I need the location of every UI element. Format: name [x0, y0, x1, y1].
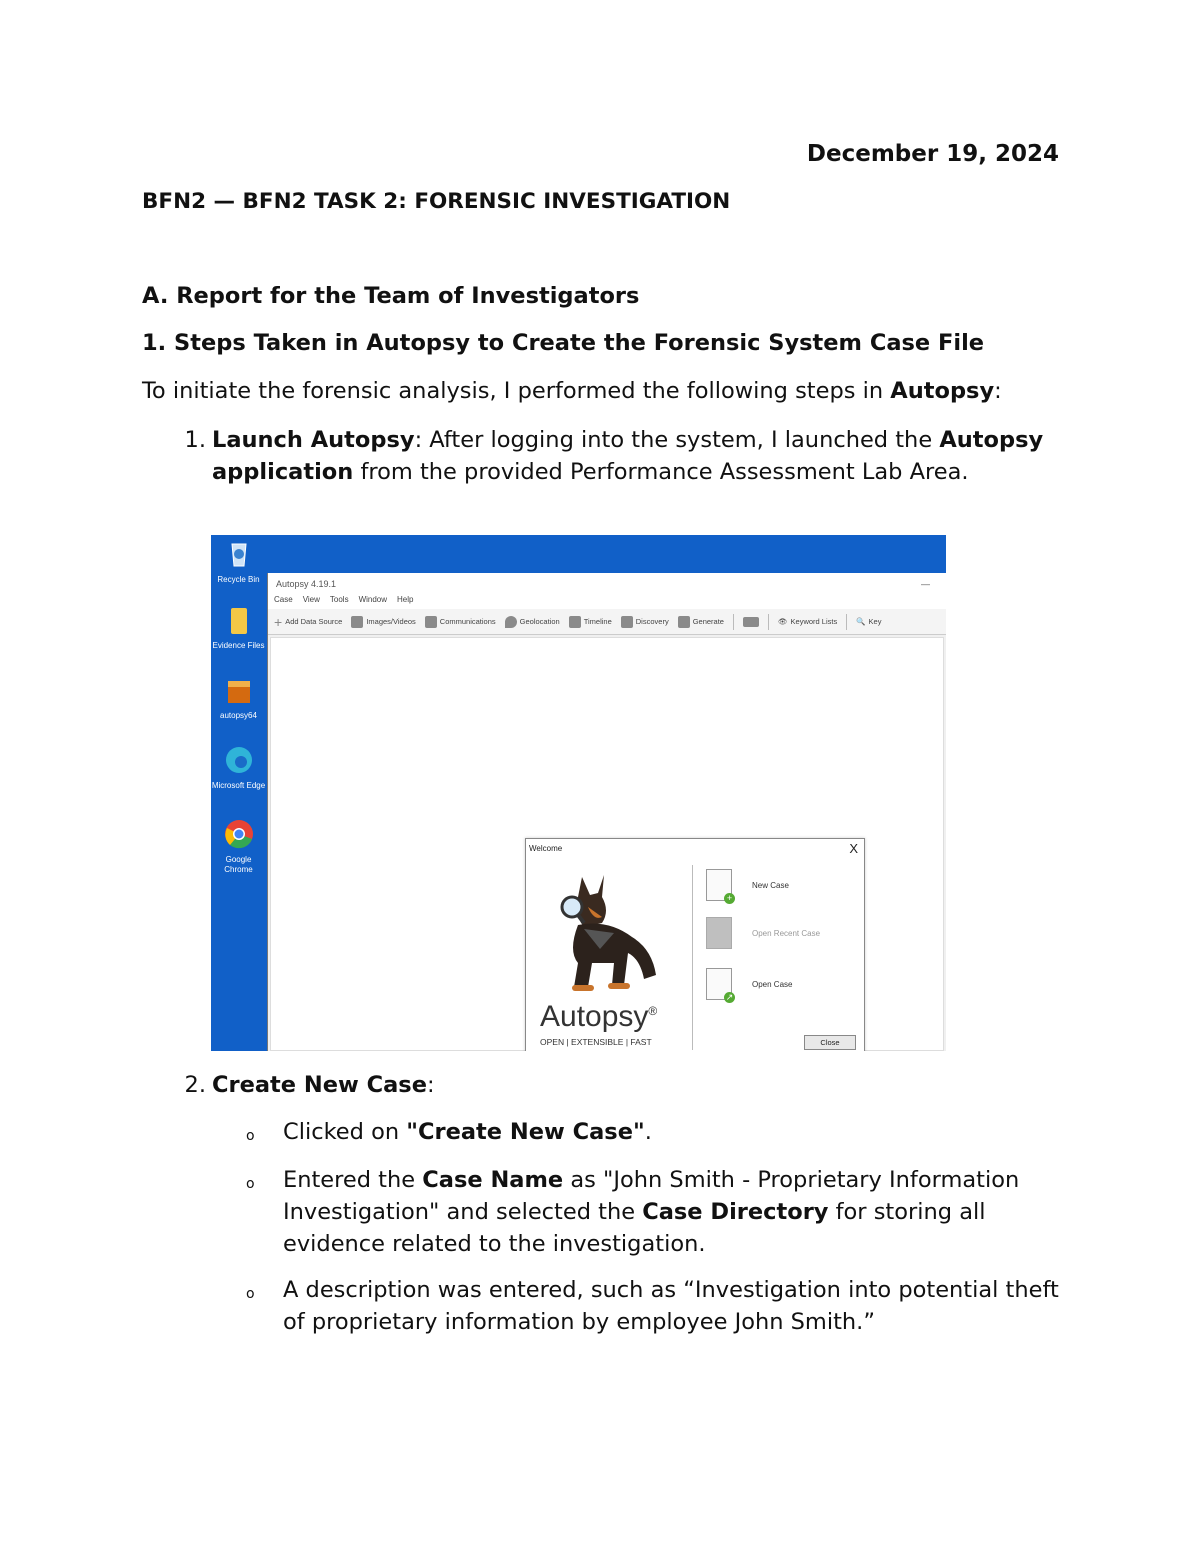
folder-icon	[224, 605, 254, 635]
eye-icon: 👁	[777, 617, 788, 626]
toolbar-divider	[733, 614, 734, 630]
images-icon	[351, 616, 363, 628]
envelope-icon	[743, 617, 759, 627]
recent-case-icon	[706, 917, 732, 949]
list-number: 2.	[184, 1072, 206, 1098]
bullet-item: o A description was entered, such as “Investigation into potential theft of proprietary information by employee John Smith.”	[246, 1277, 1059, 1335]
close-button[interactable]: Close	[804, 1035, 856, 1050]
timeline-button[interactable]: Timeline	[569, 616, 612, 628]
keyword-search-button[interactable]: 🔍 Key	[856, 617, 882, 626]
open-recent-case-option[interactable]: Open Recent Case	[706, 917, 820, 949]
chrome-icon	[224, 819, 254, 849]
dialog-title: Welcome	[529, 843, 563, 853]
bullet-marker: o	[246, 1128, 255, 1144]
bullet-item: o Entered the Case Name as "John Smith - Proprietary Information Investigation" and selected the Case Directory for storing all evidence related to the investigation.	[246, 1167, 1020, 1257]
section-heading-a: A. Report for the Team of Investigators	[142, 283, 640, 309]
toolbar	[268, 609, 946, 635]
email-button[interactable]	[743, 617, 759, 627]
welcome-dialog	[525, 838, 865, 1051]
list-item: 2. Create New Case:	[142, 1069, 1072, 1101]
section-heading-1: 1. Steps Taken in Autopsy to Create the Forensic System Case File	[142, 330, 985, 356]
bullet-marker: o	[246, 1286, 255, 1302]
dialog-titlebar	[526, 839, 864, 857]
window-title: Autopsy 4.19.1	[276, 579, 337, 589]
desktop-icon-evidence-files[interactable]: Evidence Files	[211, 605, 266, 651]
toolbar-divider	[768, 614, 769, 630]
keyword-lists-button[interactable]: 👁 Keyword Lists	[777, 617, 838, 626]
generate-report-button[interactable]: Generate	[678, 616, 724, 628]
discovery-button[interactable]: Discovery	[621, 616, 669, 628]
communications-button[interactable]: Communications	[425, 616, 496, 628]
plus-icon: +	[274, 613, 283, 630]
list-number: 1.	[184, 427, 206, 453]
timeline-icon	[569, 616, 581, 628]
bullet-item: o Clicked on "Create New Case".	[246, 1116, 1076, 1148]
minimize-button[interactable]: —	[921, 579, 930, 589]
autopsy-app-icon	[224, 675, 254, 705]
communications-icon	[425, 616, 437, 628]
dialog-divider	[692, 865, 693, 1050]
document-date: December 19, 2024	[806, 141, 1059, 167]
brand-tagline: OPEN | EXTENSIBLE | FAST	[540, 1037, 652, 1047]
bullet-marker: o	[246, 1176, 255, 1192]
edge-icon	[224, 745, 254, 775]
open-case-icon	[706, 968, 732, 1000]
open-case-option[interactable]: ↗ Open Case	[706, 968, 792, 1000]
menu-item-tools[interactable]: Tools	[329, 595, 349, 604]
workspace-area	[270, 637, 944, 1051]
menu-item-window[interactable]: Window	[358, 595, 388, 604]
geolocation-button[interactable]: Geolocation	[505, 616, 560, 628]
menu-item-case[interactable]: Case	[274, 595, 293, 604]
search-icon: 🔍	[856, 617, 866, 626]
autopsy-dog-logo	[544, 867, 674, 997]
desktop-icon-chrome[interactable]: Google Chrome	[211, 819, 266, 875]
add-data-source-button[interactable]: + Add Data Source	[274, 613, 343, 630]
menu-bar	[268, 595, 946, 609]
map-pin-icon	[505, 616, 517, 628]
autopsy-brand: Autopsy®	[540, 1000, 658, 1033]
menu-item-help[interactable]: Help	[397, 595, 414, 604]
discovery-icon	[621, 616, 633, 628]
report-icon	[678, 616, 690, 628]
plus-icon: +	[724, 893, 735, 904]
window-titlebar	[268, 573, 946, 595]
new-case-option[interactable]: + New Case	[706, 869, 789, 901]
desktop-icon-autopsy64[interactable]: autopsy64	[211, 675, 266, 721]
desktop-icon-edge[interactable]: Microsoft Edge	[211, 745, 266, 791]
autopsy-window	[267, 573, 946, 1051]
recycle-bin-icon	[224, 539, 254, 569]
list-item: 1. Launch Autopsy: After logging into the system, I launched the Autopsy application from the provided Performance Assessment Lab Area.	[142, 424, 1072, 488]
desktop-icon-recycle-bin[interactable]: Recycle Bin	[211, 539, 266, 585]
autopsy-screenshot	[211, 535, 946, 1051]
arrow-icon: ↗	[725, 992, 734, 1002]
new-case-icon	[706, 869, 732, 901]
images-videos-button[interactable]: Images/Videos	[351, 616, 415, 628]
intro-paragraph: To initiate the forensic analysis, I performed the following steps in Autopsy:	[142, 378, 1002, 404]
close-icon[interactable]: X	[849, 840, 858, 856]
task-title: BFN2 — BFN2 TASK 2: FORENSIC INVESTIGATION	[142, 189, 731, 214]
menu-item-view[interactable]: View	[302, 595, 320, 604]
toolbar-divider	[846, 614, 847, 630]
